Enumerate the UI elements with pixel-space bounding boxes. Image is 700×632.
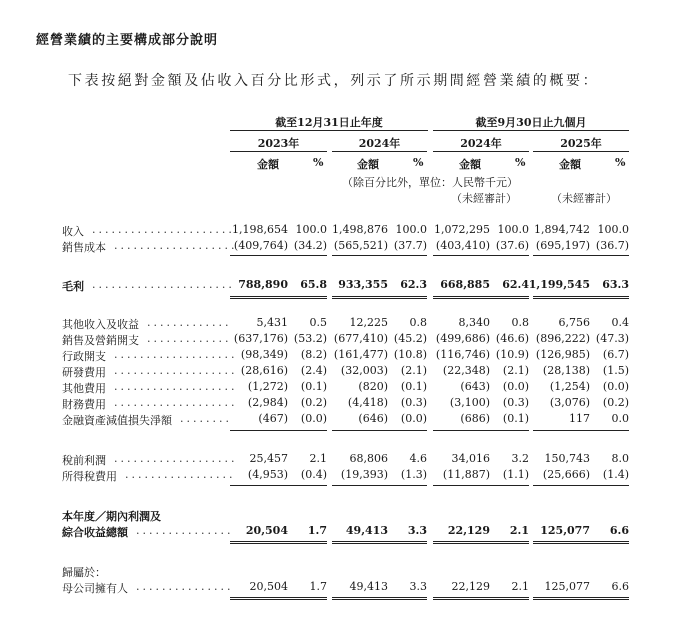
cell-value: 100.0 bbox=[395, 223, 427, 236]
dot-leader: ...................... bbox=[92, 278, 235, 291]
rule bbox=[433, 599, 529, 600]
cell-value: (0.3) bbox=[502, 396, 529, 409]
row-label: 金融資產減值損失淨額 bbox=[62, 414, 172, 427]
rule bbox=[332, 543, 427, 544]
cell-value: 1.7 bbox=[309, 580, 327, 593]
cell-value: (22,348) bbox=[442, 364, 490, 377]
cell-value: (2.1) bbox=[400, 364, 427, 377]
cell-value: (565,521) bbox=[333, 239, 388, 252]
rule bbox=[230, 296, 327, 297]
rule bbox=[533, 543, 629, 544]
table-row bbox=[0, 580, 700, 596]
table-row bbox=[0, 239, 700, 255]
cell-value: 1,198,654 bbox=[232, 223, 288, 236]
row-label: 銷售及營銷開支 bbox=[62, 334, 139, 347]
cell-value: 22,129 bbox=[451, 580, 490, 593]
rule bbox=[433, 298, 529, 299]
cell-value: 1.7 bbox=[307, 524, 327, 537]
group-underline bbox=[433, 130, 629, 131]
table-row bbox=[0, 278, 700, 294]
table-row bbox=[0, 348, 700, 364]
table-row bbox=[0, 380, 700, 396]
year-underline bbox=[332, 151, 427, 152]
table-row bbox=[0, 524, 700, 540]
cell-value: (47.3) bbox=[595, 332, 629, 345]
pct-header: % bbox=[515, 156, 526, 169]
cell-value: 0.8 bbox=[409, 316, 427, 329]
rule bbox=[332, 298, 427, 299]
cell-value: (0.2) bbox=[602, 396, 629, 409]
cell-value: (3,100) bbox=[449, 396, 490, 409]
rule bbox=[230, 543, 327, 544]
cell-value: 0.4 bbox=[611, 316, 629, 329]
cell-value: (2,984) bbox=[247, 396, 288, 409]
rule bbox=[533, 541, 629, 542]
row-label: 歸屬於： bbox=[62, 566, 106, 579]
rule bbox=[332, 296, 427, 297]
cell-value: (0.0) bbox=[400, 412, 427, 425]
cell-value: 62.3 bbox=[400, 278, 427, 291]
cell-value: (499,686) bbox=[435, 332, 490, 345]
table-row bbox=[0, 364, 700, 380]
cell-value: (1,254) bbox=[549, 380, 590, 393]
dot-leader: ............. bbox=[147, 332, 232, 345]
table-row bbox=[0, 468, 700, 484]
cell-value: (36.7) bbox=[595, 239, 629, 252]
rule bbox=[533, 298, 629, 299]
cell-value: (10.9) bbox=[495, 348, 529, 361]
cell-value: 5,431 bbox=[256, 316, 288, 329]
row-label: 稅前利潤 bbox=[62, 454, 106, 467]
rule bbox=[332, 255, 427, 256]
cell-value: 68,806 bbox=[349, 452, 388, 465]
cell-value: 3.3 bbox=[409, 580, 427, 593]
cell-value: (161,477) bbox=[333, 348, 388, 361]
cell-value: (1,272) bbox=[247, 380, 288, 393]
table-row bbox=[0, 412, 700, 428]
cell-value: (1.1) bbox=[502, 468, 529, 481]
dot-leader: ............... bbox=[136, 524, 234, 537]
cell-value: (10.8) bbox=[393, 348, 427, 361]
cell-value: (637,176) bbox=[233, 332, 288, 345]
table-row bbox=[0, 508, 700, 524]
pct-header: % bbox=[413, 156, 424, 169]
cell-value: 6.6 bbox=[611, 580, 629, 593]
cell-value: 2.1 bbox=[511, 580, 529, 593]
row-label: 母公司擁有人 bbox=[62, 582, 128, 595]
cell-value: 20,504 bbox=[249, 580, 288, 593]
cell-value: 1,199,545 bbox=[528, 278, 590, 291]
rule bbox=[433, 543, 529, 544]
dot-leader: ........ bbox=[180, 412, 232, 425]
row-label: 綜合收益總額 bbox=[62, 526, 128, 539]
section-heading: 經營業績的主要構成部分說明 bbox=[36, 33, 219, 48]
header-year-group: 截至12月31日止年度 bbox=[275, 116, 383, 129]
cell-value: 0.8 bbox=[511, 316, 529, 329]
rule bbox=[533, 296, 629, 297]
year-header: 2024年 bbox=[358, 137, 401, 150]
cell-value: 3.3 bbox=[407, 524, 427, 537]
cell-value: (409,764) bbox=[233, 239, 288, 252]
intro-paragraph: 下表按絕對金額及佔收入百分比形式，列示了所示期間經營業績的概要： bbox=[68, 73, 600, 89]
cell-value: 150,743 bbox=[544, 452, 590, 465]
table-row bbox=[0, 564, 700, 580]
amount-header: 金額 bbox=[357, 158, 379, 171]
cell-value: (34.2) bbox=[293, 239, 327, 252]
cell-value: (45.2) bbox=[393, 332, 427, 345]
dot-leader: ................... bbox=[114, 239, 238, 252]
row-label: 研發費用 bbox=[62, 366, 106, 379]
cell-value: (0.0) bbox=[502, 380, 529, 393]
cell-value: (25,666) bbox=[542, 468, 590, 481]
cell-value: (53.2) bbox=[293, 332, 327, 345]
cell-value: (3,076) bbox=[549, 396, 590, 409]
cell-value: (6.7) bbox=[602, 348, 629, 361]
cell-value: 34,016 bbox=[451, 452, 490, 465]
table-row bbox=[0, 332, 700, 348]
table-row bbox=[0, 396, 700, 412]
cell-value: 8.0 bbox=[611, 452, 629, 465]
rule bbox=[433, 255, 529, 256]
cell-value: 12,225 bbox=[349, 316, 388, 329]
header-nine-month-group: 截至9月30日止九個月 bbox=[475, 116, 587, 129]
cell-value: (19,393) bbox=[340, 468, 388, 481]
rule bbox=[332, 485, 427, 486]
cell-value: 4.6 bbox=[409, 452, 427, 465]
cell-value: 100.0 bbox=[497, 223, 529, 236]
cell-value: (1.5) bbox=[602, 364, 629, 377]
rule bbox=[230, 255, 327, 256]
cell-value: (646) bbox=[358, 412, 388, 425]
cell-value: (643) bbox=[460, 380, 490, 393]
cell-value: (126,985) bbox=[535, 348, 590, 361]
cell-value: 6,756 bbox=[558, 316, 590, 329]
rule bbox=[533, 599, 629, 600]
rule bbox=[332, 541, 427, 542]
cell-value: (686) bbox=[460, 412, 490, 425]
cell-value: (1.4) bbox=[602, 468, 629, 481]
cell-value: (116,746) bbox=[435, 348, 490, 361]
cell-value: (32,003) bbox=[340, 364, 388, 377]
cell-value: (11,887) bbox=[442, 468, 490, 481]
cell-value: (8.2) bbox=[300, 348, 327, 361]
cell-value: (46.6) bbox=[495, 332, 529, 345]
rule bbox=[230, 430, 327, 431]
rule bbox=[332, 430, 427, 431]
cell-value: (0.0) bbox=[300, 412, 327, 425]
cell-value: 1,894,742 bbox=[534, 223, 590, 236]
cell-value: (0.1) bbox=[300, 380, 327, 393]
cell-value: (2.1) bbox=[502, 364, 529, 377]
cell-value: 1,498,876 bbox=[332, 223, 388, 236]
cell-value: (98,349) bbox=[240, 348, 288, 361]
row-label: 財務費用 bbox=[62, 398, 106, 411]
amount-header: 金額 bbox=[459, 158, 481, 171]
row-label: 毛利 bbox=[62, 280, 84, 293]
cell-value: 2.1 bbox=[509, 524, 529, 537]
year-underline bbox=[230, 151, 327, 152]
rule bbox=[332, 597, 427, 598]
cell-value: 49,413 bbox=[345, 524, 388, 537]
rule bbox=[433, 597, 529, 598]
dot-leader: ................... bbox=[114, 380, 238, 393]
table-row bbox=[0, 452, 700, 468]
row-label: 其他費用 bbox=[62, 382, 106, 395]
cell-value: (28,616) bbox=[240, 364, 288, 377]
cell-value: 8,340 bbox=[458, 316, 490, 329]
cell-value: 2.1 bbox=[309, 452, 327, 465]
row-label: 行政開支 bbox=[62, 350, 106, 363]
cell-value: 100.0 bbox=[597, 223, 629, 236]
rule bbox=[533, 430, 629, 431]
dot-leader: ............. bbox=[147, 316, 232, 329]
row-label: 銷售成本 bbox=[62, 241, 106, 254]
cell-value: 20,504 bbox=[245, 524, 288, 537]
rule bbox=[533, 597, 629, 598]
rule bbox=[433, 296, 529, 297]
amount-header: 金額 bbox=[257, 158, 279, 171]
cell-value: 63.3 bbox=[602, 278, 629, 291]
cell-value: (820) bbox=[358, 380, 388, 393]
row-label: 其他收入及收益 bbox=[62, 318, 139, 331]
cell-value: (1.3) bbox=[400, 468, 427, 481]
cell-value: (4,418) bbox=[347, 396, 388, 409]
unaudited-note: （未經審計） bbox=[451, 192, 517, 205]
rule bbox=[230, 298, 327, 299]
cell-value: (0.1) bbox=[502, 412, 529, 425]
cell-value: 0.5 bbox=[309, 316, 327, 329]
table-row bbox=[0, 316, 700, 332]
rule bbox=[230, 597, 327, 598]
year-header: 2024年 bbox=[460, 137, 502, 150]
cell-value: 3.2 bbox=[511, 452, 529, 465]
cell-value: 65.8 bbox=[300, 278, 327, 291]
rule bbox=[433, 485, 529, 486]
rule bbox=[533, 485, 629, 486]
cell-value: (37.6) bbox=[495, 239, 529, 252]
dot-leader: ................... bbox=[114, 348, 238, 361]
cell-value: (467) bbox=[258, 412, 288, 425]
cell-value: 125,077 bbox=[544, 580, 590, 593]
cell-value: (896,222) bbox=[535, 332, 590, 345]
cell-value: 22,129 bbox=[447, 524, 490, 537]
cell-value: 49,413 bbox=[349, 580, 388, 593]
year-header: 2023年 bbox=[257, 137, 300, 150]
cell-value: (4,953) bbox=[247, 468, 288, 481]
row-label: 本年度／期內利潤及 bbox=[62, 510, 161, 523]
dot-leader: ................... bbox=[114, 364, 238, 377]
cell-value: (403,410) bbox=[435, 239, 490, 252]
rule bbox=[230, 541, 327, 542]
cell-value: (0.1) bbox=[400, 380, 427, 393]
cell-value: 117 bbox=[569, 412, 590, 425]
unaudited-note: （未經審計） bbox=[551, 192, 617, 205]
dot-leader: ................... bbox=[114, 396, 238, 409]
rule bbox=[230, 599, 327, 600]
cell-value: (0.3) bbox=[400, 396, 427, 409]
cell-value: 788,890 bbox=[238, 278, 288, 291]
table-row bbox=[0, 223, 700, 239]
cell-value: (37.7) bbox=[393, 239, 427, 252]
rule bbox=[332, 599, 427, 600]
pct-header: % bbox=[615, 156, 626, 169]
row-label: 所得稅費用 bbox=[62, 470, 117, 483]
cell-value: (28,138) bbox=[542, 364, 590, 377]
rule bbox=[230, 485, 327, 486]
pct-header: % bbox=[313, 156, 324, 169]
cell-value: (0.0) bbox=[602, 380, 629, 393]
cell-value: 100.0 bbox=[295, 223, 327, 236]
cell-value: 933,355 bbox=[338, 278, 388, 291]
rule bbox=[533, 255, 629, 256]
year-underline bbox=[533, 151, 629, 152]
rule bbox=[433, 541, 529, 542]
group-underline bbox=[230, 130, 428, 131]
cell-value: 62.4 bbox=[502, 278, 529, 291]
dot-leader: ............... bbox=[136, 580, 234, 593]
rule bbox=[433, 430, 529, 431]
dot-leader: ................. bbox=[125, 468, 236, 481]
cell-value: (677,410) bbox=[333, 332, 388, 345]
year-header: 2025年 bbox=[560, 137, 602, 150]
unit-note: （除百分比外，單位：人民幣千元） bbox=[342, 176, 518, 189]
dot-leader: ................... bbox=[114, 452, 238, 465]
cell-value: (2.4) bbox=[300, 364, 327, 377]
cell-value: 668,885 bbox=[440, 278, 490, 291]
cell-value: 1,072,295 bbox=[434, 223, 490, 236]
year-underline bbox=[433, 151, 529, 152]
cell-value: 6.6 bbox=[609, 524, 629, 537]
cell-value: (0.4) bbox=[300, 468, 327, 481]
dot-leader: ...................... bbox=[92, 223, 235, 236]
cell-value: (0.2) bbox=[300, 396, 327, 409]
row-label: 收入 bbox=[62, 225, 84, 238]
cell-value: 25,457 bbox=[249, 452, 288, 465]
cell-value: 0.0 bbox=[611, 412, 629, 425]
cell-value: 125,077 bbox=[540, 524, 590, 537]
cell-value: (695,197) bbox=[535, 239, 590, 252]
amount-header: 金額 bbox=[559, 158, 581, 171]
